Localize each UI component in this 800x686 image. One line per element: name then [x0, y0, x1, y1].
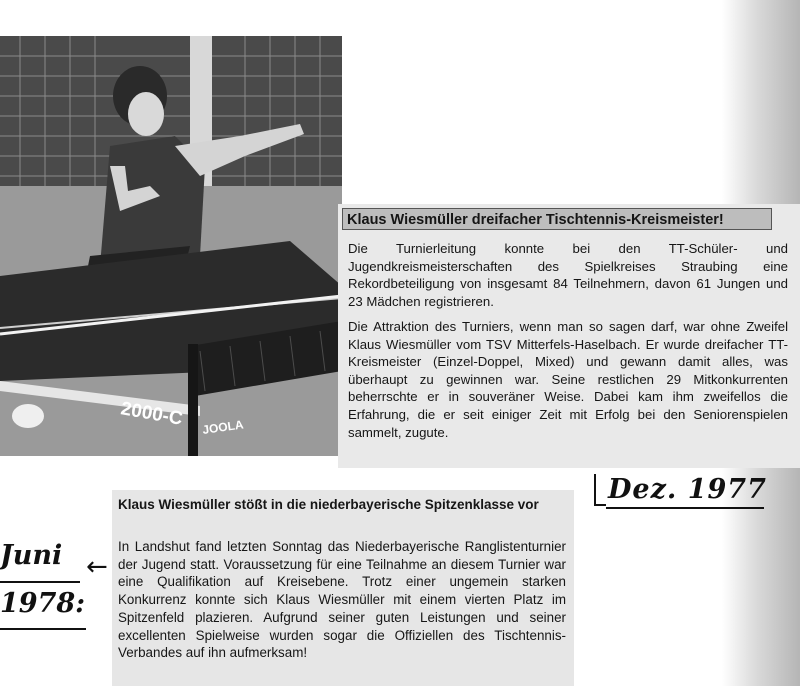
article2-paragraph: In Landshut fand letzten Sonntag das Niederbayerische Ranglistenturnier der Jugend statt. Voraussetzung für eine Teilnahme an diesem Turnier war eine Qualifikation auf Kreisebene. Trotz einer ungemein starken Konkurrenz konnte sich Klaus Wiesmüller mit einem vierten Platz im Spitzenfeld plazieren. Aufgrund seiner guten Leistungen und seiner excellenten Spielweise wurden sogar die Offiziellen des Tischtennis-Verbandes auf ihn aufmerksam! [118, 539, 566, 661]
handwritten-month-underline [0, 581, 80, 583]
handwritten-year-underline [0, 628, 86, 630]
handwritten-date-dec-text: Dez. 1977 [608, 474, 767, 505]
handwritten-year: 1978: [0, 588, 86, 619]
table-brand-label: 2000-C [119, 398, 185, 430]
table-tennis-photo [0, 36, 342, 456]
player-face [128, 92, 164, 136]
net-brand-label: JOOLA [201, 417, 245, 437]
player-shoe [12, 404, 44, 428]
handwritten-month: Juni [0, 540, 63, 571]
handwritten-arrow: ← [86, 552, 108, 582]
article2-headline: Klaus Wiesmüller stößt in die niederbayerische Spitzenklasse vor [118, 497, 539, 512]
article1-paragraph2: Die Attraktion des Turniers, wenn man so sagen darf, war ohne Zweifel Klaus Wiesmüller vom TSV Mitterfels-Haselbach. Er wurde dreifacher TT-Kreismeister (Einzel-Doppel, Mixed) und gewann damit alles, was überhaupt zu gewinnen war. Seine restlichen 29 Mitkonkurrenten beherrschte er in souveräner Weise. Dabei kam ihm zweifellos die Erfahrung, die er seit einiger Zeit mit Erfolg bei den Seniorenspielen sammelt, zugute. [348, 319, 788, 440]
photo-illustration [0, 36, 342, 456]
article1-headline: Klaus Wiesmüller dreifacher Tischtennis-Kreismeister! [342, 208, 772, 230]
net-post [188, 344, 198, 456]
article1-paragraph1: Die Turnierleitung konnte bei den TT-Schüler- und Jugendkreismeisterschaften des Spielkreises Straubing eine Rekordbeteiligung von insgesamt 84 Teilnehmern, davon 61 Jungen und 23 Mädchen registrieren. [348, 241, 788, 309]
handwritten-date-dec [592, 474, 767, 505]
handwritten-date-underline [606, 507, 764, 509]
